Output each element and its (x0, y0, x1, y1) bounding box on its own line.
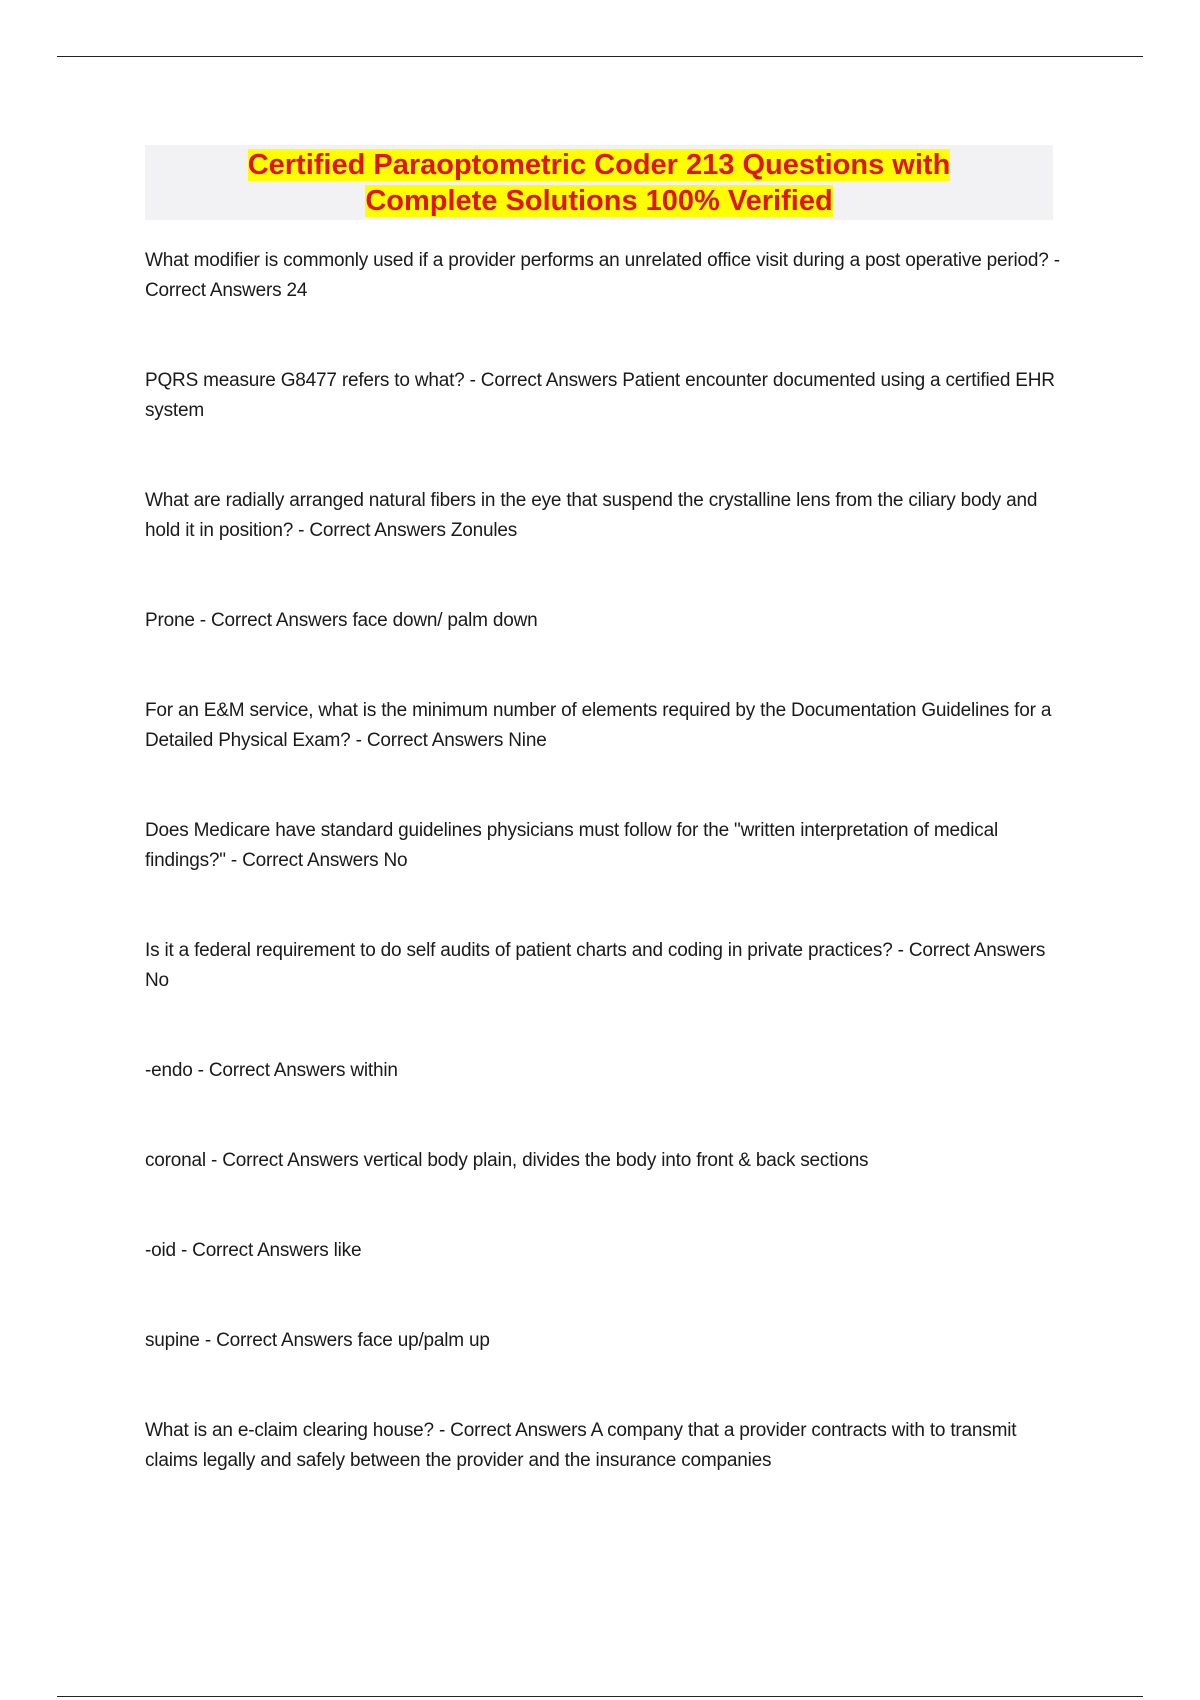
title-line-1: Certified Paraoptometric Coder 213 Questions with (247, 149, 951, 181)
qa-item: -endo - Correct Answers within (145, 1060, 398, 1081)
qa-item: PQRS measure G8477 refers to what? - Correct Answers Patient encounter documented using a certified EHR system (145, 370, 1055, 421)
qa-item: Does Medicare have standard guidelines physicians must follow for the "written interpretation of medical findings?" - Correct Answers No (145, 820, 998, 871)
qa-list (145, 246, 1065, 1536)
footer-rule (57, 1696, 1143, 1697)
qa-item: For an E&M service, what is the minimum number of elements required by the Documentation Guidelines for a Detailed Physical Exam? - Correct Answers Nine (145, 700, 1052, 751)
qa-item: What modifier is commonly used if a provider performs an unrelated office visit during a post operative period? - Correct Answers 24 (145, 250, 1060, 301)
header-rule (57, 56, 1143, 57)
qa-item: -oid - Correct Answers like (145, 1240, 362, 1261)
qa-item: Prone - Correct Answers face down/ palm down (145, 610, 538, 631)
qa-item: What is an e-claim clearing house? - Correct Answers A company that a provider contracts with to transmit claims legally and safely between the provider and the insurance companies (145, 1420, 1017, 1471)
qa-item: What are radially arranged natural fibers in the eye that suspend the crystalline lens from the ciliary body and hold it in position? - Correct Answers Zonules (145, 490, 1038, 541)
document-title (145, 145, 1053, 220)
qa-item: Is it a federal requirement to do self audits of patient charts and coding in private practices? - Correct Answers No (145, 940, 1046, 991)
qa-item: coronal - Correct Answers vertical body plain, divides the body into front & back sections (145, 1150, 869, 1171)
qa-item: supine - Correct Answers face up/palm up (145, 1330, 490, 1351)
title-line-2: Complete Solutions 100% Verified (365, 185, 833, 217)
